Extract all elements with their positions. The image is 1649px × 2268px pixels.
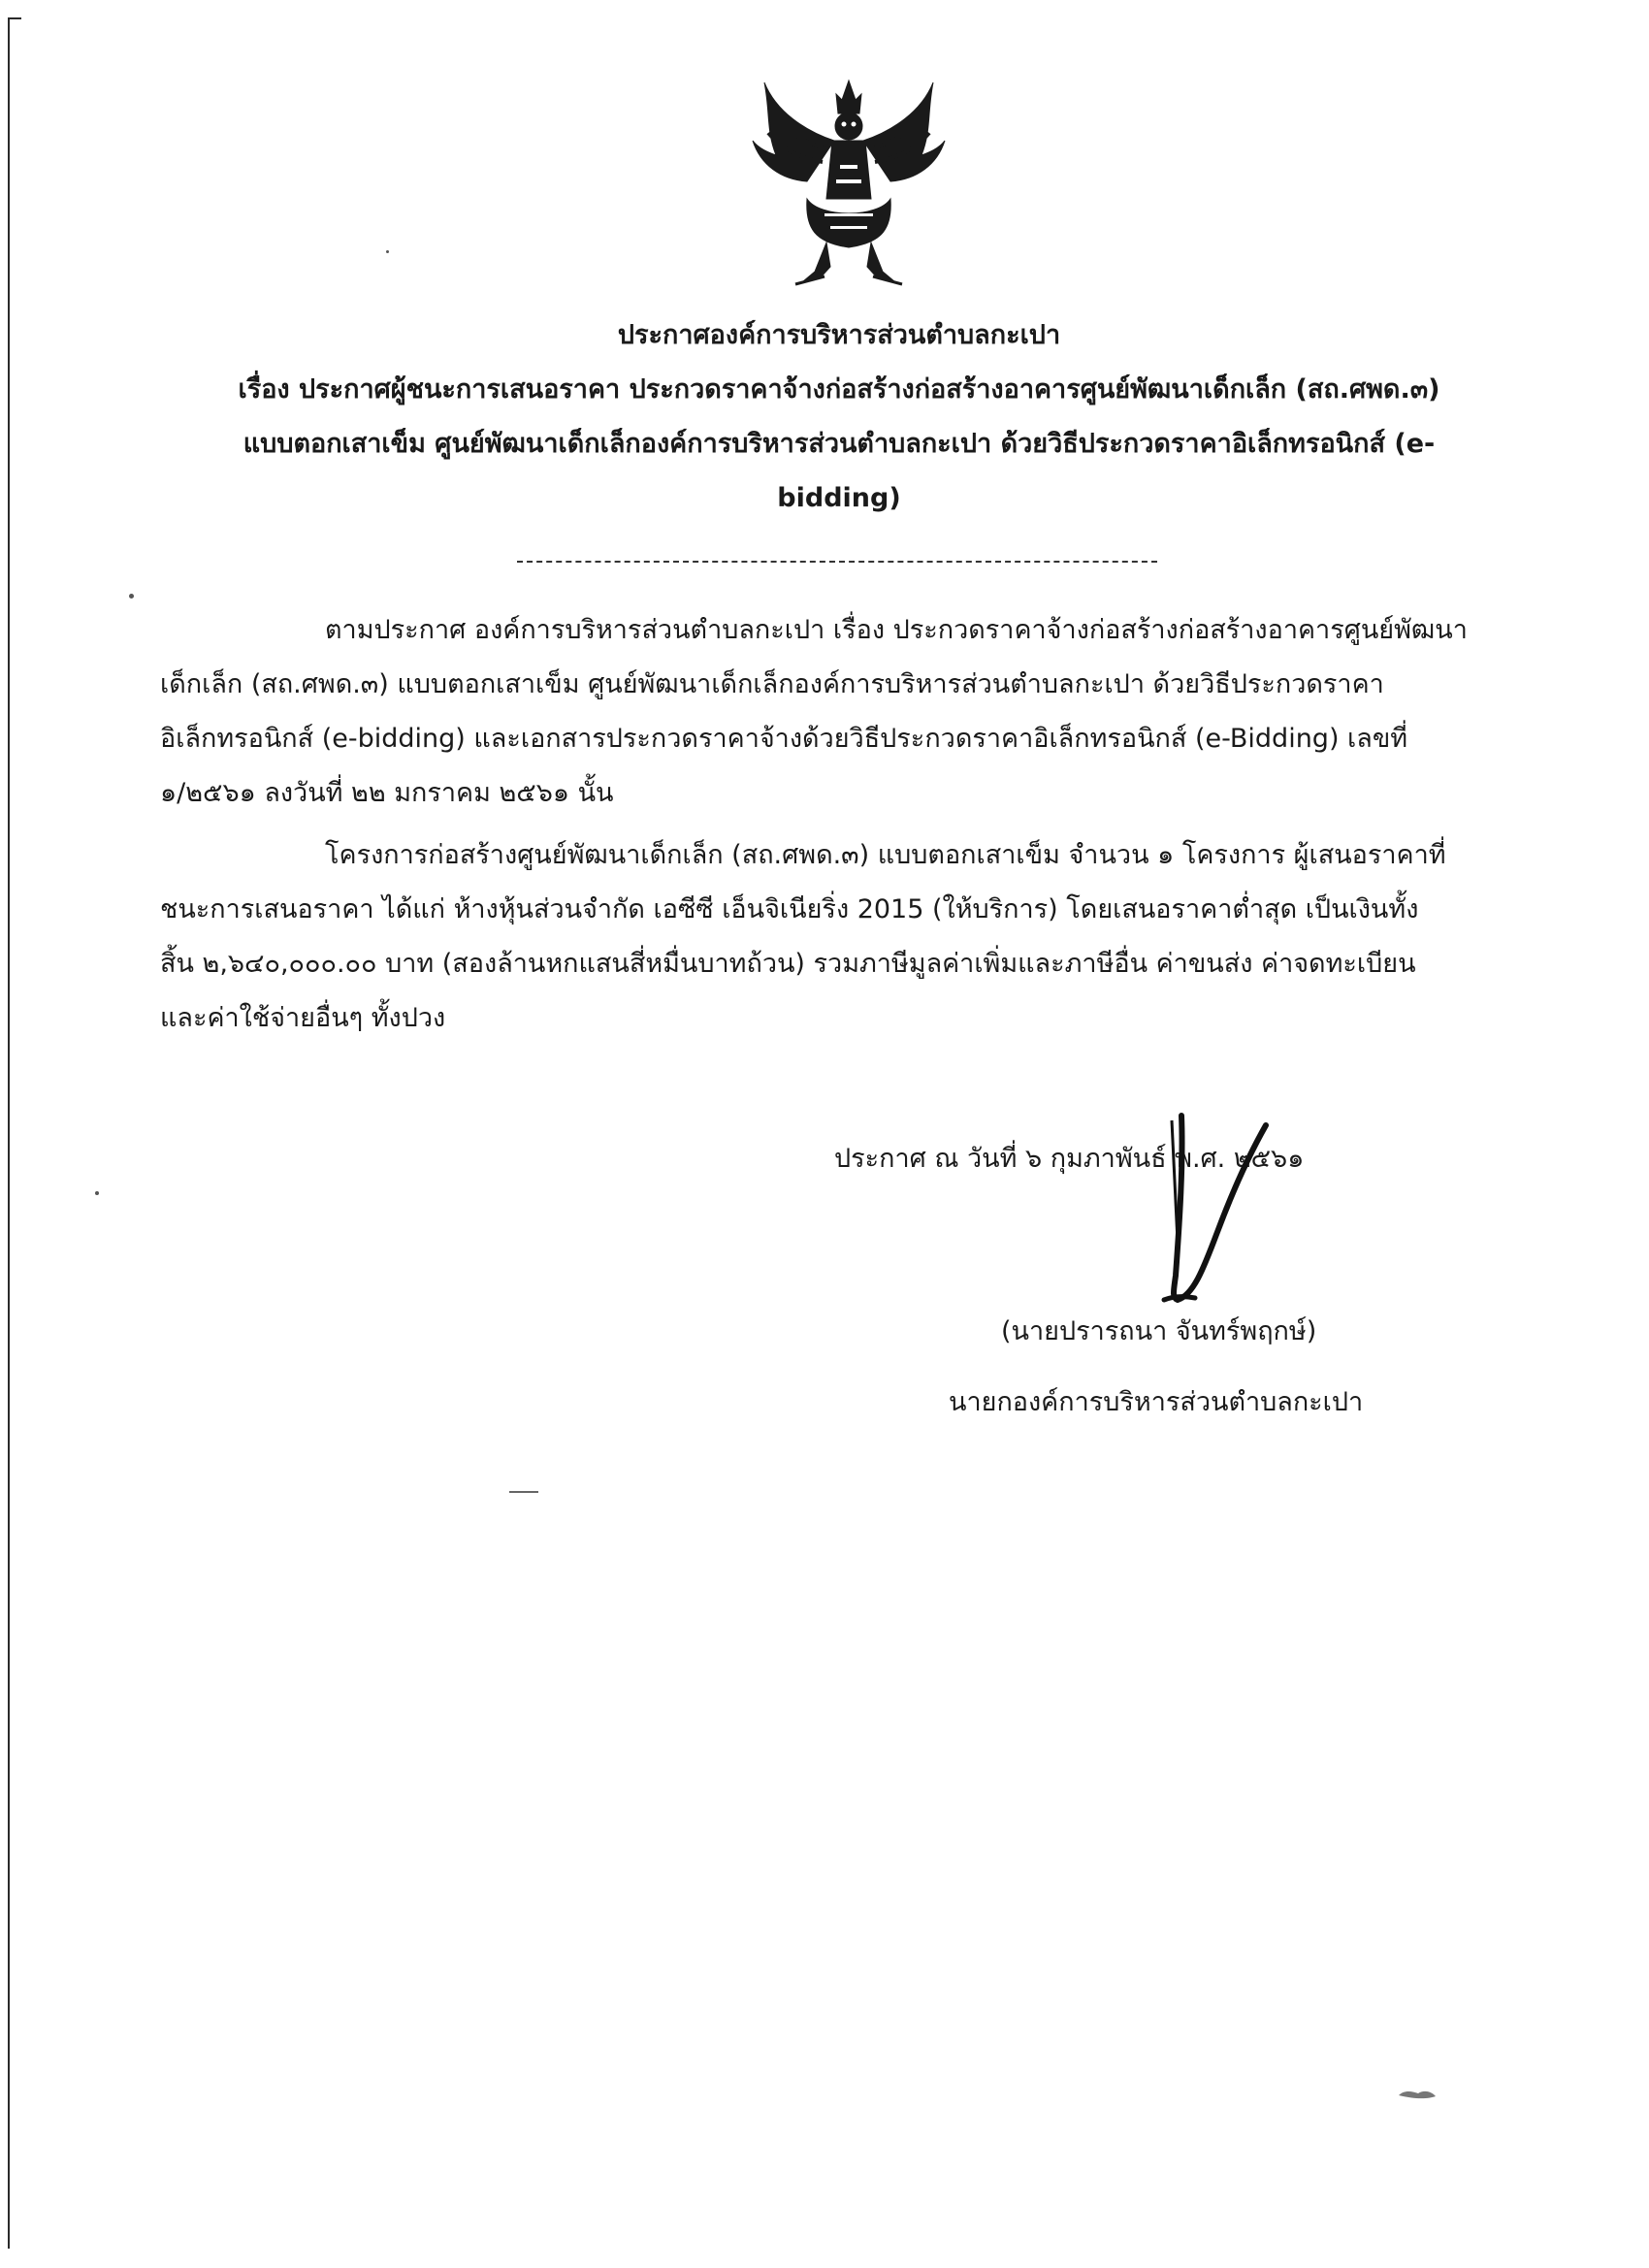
scan-speck (386, 250, 389, 253)
title-line-2: เรื่อง ประกาศผู้ชนะการเสนอราคา ประกวดราคาจ้างก่อสร้างก่อสร้างอาคารศูนย์พัฒนาเด็กเล็ก (สถ.ศพด.๓) (238, 374, 1440, 405)
title-line-1: ประกาศองค์การบริหารส่วนตำบลกะเปา (617, 320, 1061, 350)
paragraph2-line-1: โครงการก่อสร้างศูนย์พัฒนาเด็กเล็ก (สถ.ศพด.๓) แบบตอกเสาเข็ม จำนวน ๑ โครงการ ผู้เสนอราคาที่ (325, 840, 1446, 870)
paragraph2-line-4: และค่าใช้จ่ายอื่นๆ ทั้งปวง (160, 1003, 446, 1033)
scan-border-top (8, 17, 21, 19)
scan-smudge (1397, 2088, 1438, 2101)
paragraph-winner (160, 828, 1499, 1046)
title-line-4: bidding) (777, 483, 901, 513)
paragraph1-line-4: ๑/๒๕๖๑ ลงวันที่ ๒๒ มกราคม ๒๕๖๑ นั้น (160, 778, 614, 808)
garuda-emblem-icon (747, 73, 951, 291)
document-title (189, 308, 1489, 526)
handwritten-signature-icon (1135, 1106, 1290, 1314)
paragraph1-line-2: เด็กเล็ก (สถ.ศพด.๓) แบบตอกเสาเข็ม ศูนย์พัฒนาเด็กเล็กองค์การบริหารส่วนตำบลกะเปา ด้วยวิธีประกวดราคา (160, 669, 1384, 699)
paragraph2-line-2: ชนะการเสนอราคา ได้แก่ ห้างหุ้นส่วนจำกัด เอซีซี เอ็นจิเนียริ่ง 2015 (ให้บริการ) โดยเสนอราคาต่ำสุด เป็นเงินทั้ง (160, 894, 1419, 924)
signer-title: นายกองค์การบริหารส่วนตำบลกะเปา (949, 1387, 1364, 1417)
title-line-3: แบบตอกเสาเข็ม ศูนย์พัฒนาเด็กเล็กองค์การบริหารส่วนตำบลกะเปา ด้วยวิธีประกวดราคาอิเล็กทรอนิกส์ (e- (242, 429, 1436, 459)
announce-date: ประกาศ ณ วันที่ ๖ กุมภาพันธ์ พ.ศ. ๒๕๖๑ (834, 1144, 1305, 1174)
paragraph2-line-3: สิ้น ๒,๖๔๐,๐๐๐.๐๐ บาท (สองล้านหกแสนสี่หมื่นบาทถ้วน) รวมภาษีมูลค่าเพิ่มและภาษีอื่น ค่าขนส่ง ค่าจดทะเบียน (160, 949, 1416, 979)
document-body (160, 603, 1499, 1046)
signer-name: (นายปรารถนา จันทร์พฤกษ์) (1001, 1316, 1317, 1346)
scan-border-left (8, 17, 10, 2249)
paragraph1-line-3: อิเล็กทรอนิกส์ (e-bidding) และเอกสารประกวดราคาจ้างด้วยวิธีประกวดราคาอิเล็กทรอนิกส์ (e-Bidding) เลขที่ (160, 724, 1408, 754)
scan-speck (129, 594, 134, 599)
scan-dash-mark (509, 1491, 538, 1493)
paragraph-reference (160, 603, 1499, 821)
scan-speck (95, 1191, 99, 1195)
paragraph1-line-1: ตามประกาศ องค์การบริหารส่วนตำบลกะเปา เรื่อง ประกวดราคาจ้างก่อสร้างก่อสร้างอาคารศูนย์พัฒนา (325, 615, 1468, 645)
title-separator (517, 561, 1157, 563)
